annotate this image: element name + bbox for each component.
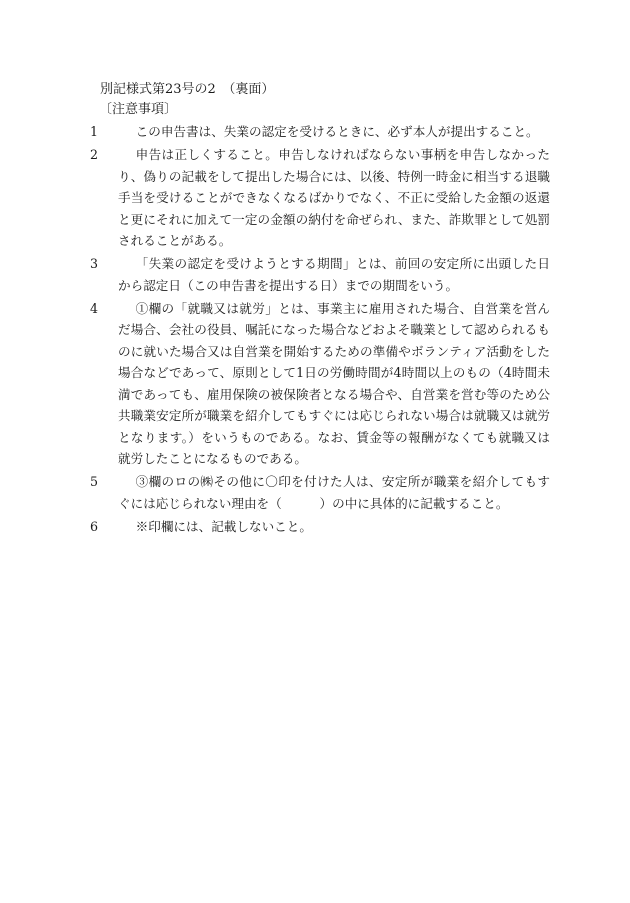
- note-text: 「失業の認定を受けようとする期間」とは、前回の安定所に出頭した日から認定日（この申告書を提出する日）までの期間をいう。: [118, 256, 550, 293]
- note-item: [90, 121, 550, 143]
- note-number: 2: [90, 147, 99, 162]
- note-number: 1: [90, 124, 99, 139]
- notes-list: [90, 121, 550, 539]
- section-title: 〔注意事項〕: [99, 102, 178, 117]
- note-text: この申告書は、失業の認定を受けるときに、必ず本人が提出すること。: [135, 124, 539, 139]
- note-number: 3: [90, 256, 99, 271]
- note-number: 6: [90, 518, 99, 534]
- note-item: [90, 298, 550, 470]
- note-text: 申告は正しくすること。申告しなければならない事柄を申告しなかったり、偽りの記載をして提出した場合には、以後、特例一時金に相当する退職手当を受けることができなくなるばかりでなく、不正に受給した金額の返還と更にそれに加えて一定の金額の納付を命ぜられ、また、詐欺罪として処罰されることがある。: [118, 147, 550, 248]
- note-text: ※印欄には、記載しないこと。: [135, 518, 312, 534]
- note-number: 4: [90, 300, 99, 316]
- note-number: 5: [90, 474, 99, 489]
- note-text: ③欄のロの㈱その他に〇印を付けた人は、安定所が職業を紹介してもすぐには応じられない理由を（ ）の中に具体的に記載すること。: [118, 474, 550, 511]
- note-item: [90, 471, 550, 514]
- note-item: [90, 144, 550, 252]
- form-identifier: 別記様式第23号の2 （裏面）: [100, 82, 275, 97]
- note-item: [90, 516, 550, 538]
- note-text: ①欄の「就職又は就労」とは、事業主に雇用された場合、自営業を営んだ場合、会社の役員、嘱託になった場合などおよそ職業として認められるものに就いた場合又は自営業を開始するための準備やボランティア活動をした場合などであって、原則として1日の労働時間が4時間以上のもの（4時間未満であっても、雇用保険の被保険者となる場合や、自営業を営む等のため公共職業安定所が職業を紹介してもすぐには応じられない場合は就職又は就労となります。）をいうものである。なお、賃金等の報酬がなくても就職又は就労したことになるものである。: [118, 300, 550, 466]
- note-item: [90, 253, 550, 296]
